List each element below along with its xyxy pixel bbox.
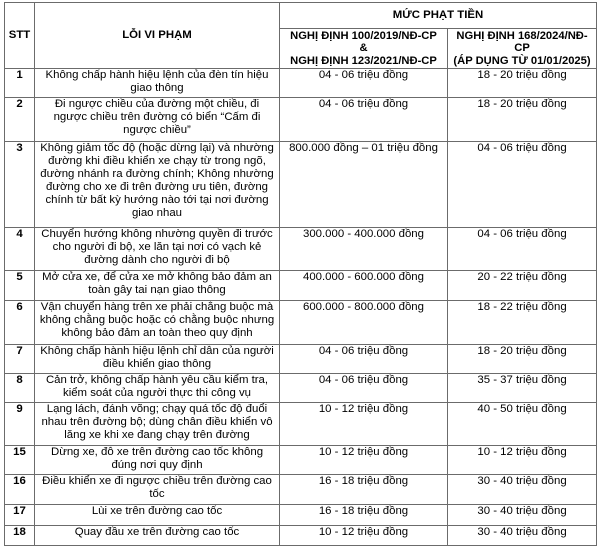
row-stt: 1 (5, 69, 35, 98)
table-row (5, 446, 597, 475)
row-violation: Không chấp hành hiệu lệnh của đèn tín hiệu giao thông (35, 69, 280, 98)
row-fine-new: 04 - 06 triệu đồng (448, 142, 597, 228)
table-header (5, 3, 597, 69)
row-stt: 15 (5, 446, 35, 475)
row-fine-new: 30 - 40 triệu đồng (448, 505, 597, 526)
table-body (5, 69, 597, 546)
row-stt: 9 (5, 403, 35, 446)
row-violation: Đi ngược chiều của đường một chiều, đi ngược chiều trên đường có biển “Cấm đi ngược chiều” (35, 98, 280, 142)
table-row (5, 69, 597, 98)
row-fine-new: 30 - 40 triệu đồng (448, 526, 597, 546)
row-fine-old: 16 - 18 triệu đồng (280, 475, 448, 505)
row-stt: 3 (5, 142, 35, 228)
header-decree-old (280, 29, 448, 69)
row-stt: 16 (5, 475, 35, 505)
row-stt: 4 (5, 228, 35, 271)
table-row (5, 301, 597, 345)
header-decree-old-line3: NGHỊ ĐỊNH 123/2021/NĐ-CP (290, 54, 437, 67)
header-fine-level: MỨC PHẠT TIỀN (280, 3, 597, 29)
row-stt: 5 (5, 271, 35, 301)
row-fine-new: 04 - 06 triệu đồng (448, 228, 597, 271)
row-fine-old: 300.000 - 400.000 đồng (280, 228, 448, 271)
header-decree-new-line1: NGHỊ ĐỊNH 168/2024/NĐ-CP (456, 29, 588, 55)
row-violation: Chuyển hướng không nhường quyền đi trước cho người đi bộ, xe lăn tại nơi có vạch kẻ đường dành cho người đi bộ (35, 228, 280, 271)
row-stt: 7 (5, 345, 35, 374)
row-stt: 8 (5, 374, 35, 403)
header-stt: STT (5, 3, 35, 69)
row-violation: Lùi xe trên đường cao tốc (35, 505, 280, 526)
row-fine-old: 16 - 18 triệu đồng (280, 505, 448, 526)
row-fine-new: 18 - 20 triệu đồng (448, 98, 597, 142)
row-fine-new: 40 - 50 triệu đồng (448, 403, 597, 446)
table-row (5, 374, 597, 403)
row-violation: Điều khiển xe đi ngược chiều trên đường cao tốc (35, 475, 280, 505)
row-fine-old: 04 - 06 triệu đồng (280, 345, 448, 374)
row-stt: 18 (5, 526, 35, 546)
row-fine-old: 04 - 06 triệu đồng (280, 69, 448, 98)
row-fine-old: 04 - 06 triệu đồng (280, 374, 448, 403)
row-fine-old: 800.000 đồng – 01 triệu đồng (280, 142, 448, 228)
table-row (5, 98, 597, 142)
header-decree-old-line2: & (359, 42, 368, 55)
row-fine-old: 10 - 12 triệu đồng (280, 446, 448, 475)
row-violation: Dừng xe, đỗ xe trên đường cao tốc không đúng nơi quy định (35, 446, 280, 475)
header-decree-new (448, 29, 597, 69)
row-violation: Lạng lách, đánh võng; chạy quá tốc độ đuổi nhau trên đường bộ; dùng chân điều khiển vô lăng xe khi xe đang chạy trên đường (35, 403, 280, 446)
row-fine-old: 04 - 06 triệu đồng (280, 98, 448, 142)
table-row (5, 505, 597, 526)
header-violation: LỖI VI PHẠM (35, 3, 280, 69)
row-stt: 2 (5, 98, 35, 142)
row-fine-new: 18 - 20 triệu đồng (448, 345, 597, 374)
row-fine-new: 10 - 12 triệu đồng (448, 446, 597, 475)
row-fine-old: 600.000 - 800.000 đồng (280, 301, 448, 345)
row-fine-new: 30 - 40 triệu đồng (448, 475, 597, 505)
table-row (5, 345, 597, 374)
row-violation: Mở cửa xe, để cửa xe mở không bảo đảm an toàn gây tai nạn giao thông (35, 271, 280, 301)
row-violation: Vận chuyển hàng trên xe phải chằng buộc mà không chằng buộc hoặc có chằng buộc nhưng không bảo đảm an toàn theo quy định (35, 301, 280, 345)
row-violation: Không giảm tốc độ (hoặc dừng lại) và nhường đường khi điều khiển xe chạy từ trong ngõ, đường nhánh ra đường chính; Không nhường đường cho xe đi trên đường ưu tiên, đường chính từ bất kỳ hướng nào tới tại nơi đường giao nhau (35, 142, 280, 228)
table-row (5, 526, 597, 546)
row-fine-old: 10 - 12 triệu đồng (280, 526, 448, 546)
row-fine-new: 20 - 22 triệu đồng (448, 271, 597, 301)
table-row (5, 403, 597, 446)
table-row (5, 142, 597, 228)
table-row (5, 228, 597, 271)
row-fine-new: 18 - 20 triệu đồng (448, 69, 597, 98)
row-violation: Cản trở, không chấp hành yêu cầu kiểm tra, kiểm soát của người thực thi công vụ (35, 374, 280, 403)
table-row (5, 475, 597, 505)
row-fine-new: 35 - 37 triệu đồng (448, 374, 597, 403)
table-row (5, 271, 597, 301)
row-violation: Quay đầu xe trên đường cao tốc (35, 526, 280, 546)
fines-table (4, 2, 597, 546)
header-row-top (5, 3, 597, 29)
header-decree-new-line2: (ÁP DỤNG TỪ 01/01/2025) (453, 54, 591, 67)
row-fine-old: 400.000 - 600.000 đồng (280, 271, 448, 301)
row-stt: 6 (5, 301, 35, 345)
row-stt: 17 (5, 505, 35, 526)
header-decree-old-line1: NGHỊ ĐỊNH 100/2019/NĐ-CP (290, 29, 437, 42)
row-fine-new: 18 - 22 triệu đồng (448, 301, 597, 345)
row-violation: Không chấp hành hiệu lệnh chỉ dẫn của người điều khiển giao thông (35, 345, 280, 374)
row-fine-old: 10 - 12 triệu đồng (280, 403, 448, 446)
